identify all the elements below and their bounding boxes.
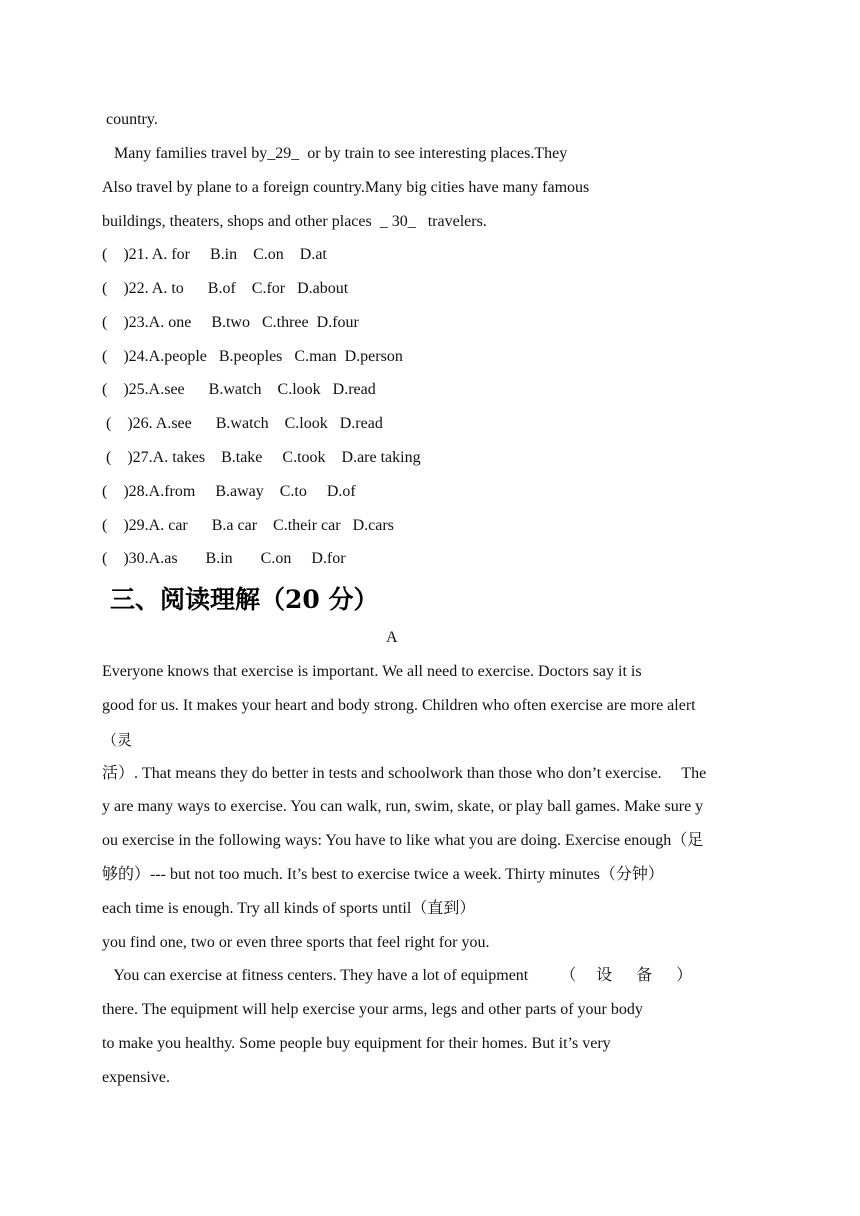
cloze-line: buildings, theaters, shops and other places _ 30_ travelers. xyxy=(102,213,487,230)
passage-line: y are many ways to exercise. You can walk, run, swim, skate, or play ball games. Make sure y xyxy=(102,798,704,815)
question-option-28: ( )28.A.from B.away C.to D.of xyxy=(102,483,356,500)
question-option-23: ( )23.A. one B.two C.three D.four xyxy=(102,314,359,331)
passage-line: ou exercise in the following ways: You have to like what you are doing. Exercise enough（足 xyxy=(102,832,704,849)
cloze-line: country. xyxy=(102,111,158,128)
question-option-22: ( )22. A. to B.of C.for D.about xyxy=(102,280,349,297)
passage-line: good for us. It makes your heart and body strong. Children who often exercise are more alert xyxy=(102,697,696,714)
section-heading: 三、阅读理解（20 分） xyxy=(110,585,379,614)
question-option-21: ( )21. A. for B.in C.on D.at xyxy=(102,246,327,263)
passage-line: expensive. xyxy=(102,1069,170,1086)
question-option-29: ( )29.A. car B.a car C.their car D.cars xyxy=(102,517,394,534)
question-option-27: ( )27.A. takes B.take C.took D.are taking xyxy=(102,449,421,466)
passage-line: Everyone knows that exercise is important. We all need to exercise. Doctors say it is xyxy=(102,663,642,680)
passage-line: 活）. That means they do better in tests and schoolwork than those who don’t exercise. The xyxy=(102,765,707,782)
passage-line: to make you healthy. Some people buy equipment for their homes. But it’s very xyxy=(102,1035,611,1052)
passage-line: each time is enough. Try all kinds of sports until（直到） xyxy=(102,900,476,917)
question-option-24: ( )24.A.people B.peoples C.man D.person xyxy=(102,348,403,365)
cloze-line: Also travel by plane to a foreign country.Many big cities have many famous xyxy=(102,179,590,196)
passage-label: A xyxy=(386,629,398,646)
passage-line: there. The equipment will help exercise your arms, legs and other parts of your body xyxy=(102,1001,643,1018)
passage-line: you find one, two or even three sports that feel right for you. xyxy=(102,934,490,951)
passage-line: 够的）--- but not too much. It’s best to exercise twice a week. Thirty minutes（分钟） xyxy=(102,866,664,883)
passage-line: （灵 xyxy=(102,731,133,749)
cloze-line: Many families travel by_29_ or by train to see interesting places.They xyxy=(102,145,568,162)
question-option-30: ( )30.A.as B.in C.on D.for xyxy=(102,550,346,567)
question-option-26: ( )26. A.see B.watch C.look D.read xyxy=(102,415,383,432)
question-option-25: ( )25.A.see B.watch C.look D.read xyxy=(102,381,376,398)
passage-line: You can exercise at fitness centers. They have a lot of equipment （ 设 备 ） xyxy=(102,967,693,984)
